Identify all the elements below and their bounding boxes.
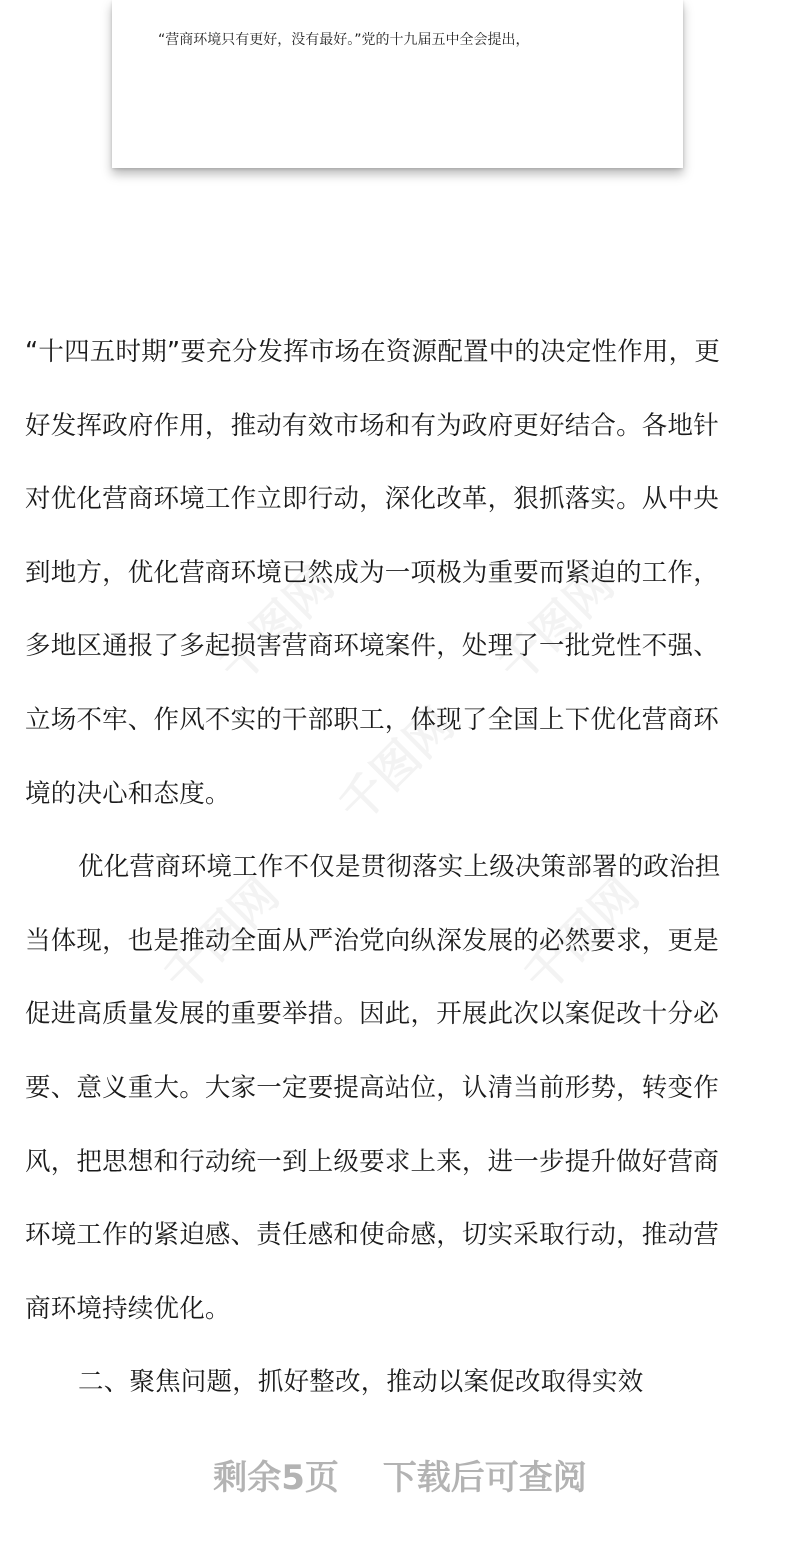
preview-page-card <box>112 0 683 168</box>
body-line: 要、意义重大。大家一定要提高站位，认清当前形势，转变作 <box>25 1072 719 1103</box>
body-line: 多地区通报了多起损害营商环境案件，处理了一批党性不强、 <box>25 631 719 662</box>
body-line: 风，把思想和行动统一到上级要求上来，进一步提升做好营商 <box>25 1146 719 1177</box>
watermark: 千图网 <box>153 867 290 1004</box>
watermark: 千图网 <box>513 867 650 1004</box>
body-line: 对优化营商环境工作立即行动，深化改革，狠抓落实。从中央 <box>25 484 719 515</box>
body-line: 当体现，也是推动全面从严治党向纵深发展的必然要求，更是 <box>25 925 719 956</box>
body-line: 境的决心和态度。 <box>25 778 231 809</box>
body-line: 商环境持续优化。 <box>25 1293 231 1324</box>
remaining-pages-label: 剩余5页 <box>213 1458 339 1498</box>
body-line: “十四五时期”要充分发挥市场在资源配置中的决定性作用，更 <box>25 337 721 367</box>
body-line: 好发挥政府作用，推动有效市场和有为政府更好结合。各地针 <box>25 410 719 441</box>
download-to-view-label[interactable]: 下载后可查阅 <box>382 1458 587 1498</box>
document-body <box>25 316 777 1420</box>
preview-card-text: “营商环境只有更好，没有最好。”党的十九届五中全会提出， <box>158 32 530 48</box>
body-line: 立场不牢、作风不实的干部职工，体现了全国上下优化营商环 <box>25 704 719 735</box>
section-heading: 二、聚焦问题，抓好整改，推动以案促改取得实效 <box>78 1367 644 1398</box>
watermark: 千图网 <box>208 557 345 694</box>
body-line: 到地方，优化营商环境已然成为一项极为重要而紧迫的工作， <box>25 557 719 588</box>
watermark: 千图网 <box>328 697 465 834</box>
body-line: 促进高质量发展的重要举措。因此，开展此次以案促改十分必 <box>25 999 719 1030</box>
body-line: 优化营商环境工作不仅是贯彻落实上级决策部署的政治担 <box>78 852 721 883</box>
watermark: 千图网 <box>488 557 625 694</box>
remaining-pages-prompt[interactable] <box>0 1440 800 1516</box>
body-line: 环境工作的紧迫感、责任感和使命感，切实采取行动，推动营 <box>25 1220 719 1251</box>
